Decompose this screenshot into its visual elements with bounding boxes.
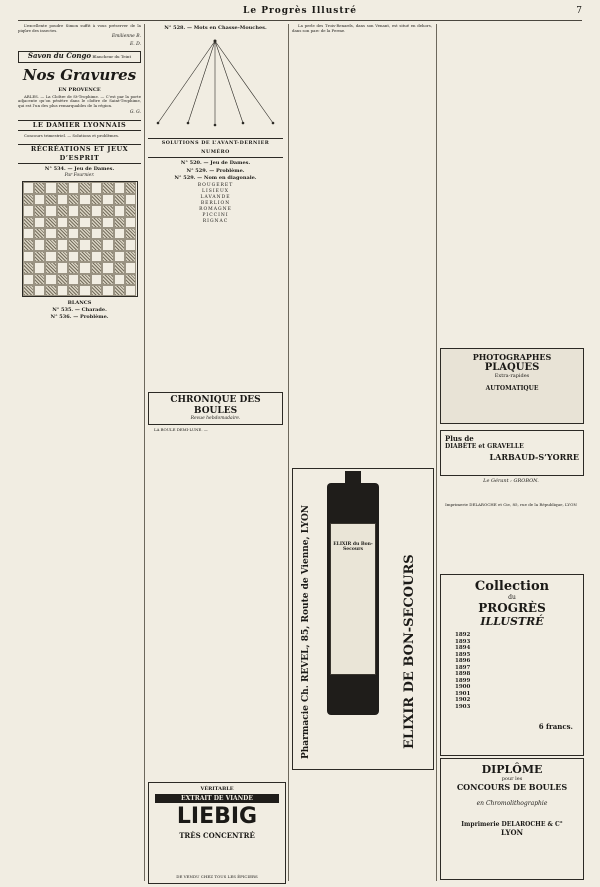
board-square [114,194,125,205]
board-square [57,239,68,250]
board-square [79,194,90,205]
board-square [68,182,79,193]
text-block [148,227,283,387]
board-square [125,239,136,250]
board-square [45,274,56,285]
board-square [34,217,45,228]
diab-line1: Plus de [445,434,474,443]
signature: E. D. [129,42,141,48]
newspaper-title: Le Progrès Illustré [243,6,357,16]
diplome-pour: pour les [501,776,523,782]
provence-text: ARLES. — La Cloître de St-Trophime. — C’est par la porte adjacente qu’on pénètre dans le cloître de Saint-Trophime, qui est l’un des plus remarquables de la région. [18,93,141,108]
chasse-mouches-diagram [148,33,283,133]
collection-year: 1897 [455,664,471,671]
page-number: 7 [576,6,582,16]
charade-title: N° 535. — Charade. [52,307,107,314]
recreations-heading: RÉCRÉATIONS ET JEUX D’ESPRIT [18,144,141,164]
solutions-heading: SOLUTIONS DE L’AVANT-DERNIER NUMÉRO [148,138,283,158]
board-square [114,205,125,216]
board-square [91,262,102,273]
board-square [68,251,79,262]
chronique-text: LA BOULE DEMI-LUNE. — [154,426,208,432]
column-divider [144,24,145,881]
board-square [79,251,90,262]
board-square [114,251,125,262]
collection-year: 1898 [455,671,471,677]
collection-year: 1892 [455,632,471,638]
collection-year: 1901 [455,690,471,697]
board-square [79,217,90,228]
board-square [34,251,45,262]
diagonale-word: LAVANDE [200,194,231,200]
board-square [102,228,113,239]
board-square [45,262,56,273]
diagonale-title: N° 529. — Nom en diagonale. [174,175,257,182]
board-square [23,194,34,205]
board-square [79,274,90,285]
liebig-veritable: VÉRITABLE [200,786,234,792]
board-square [91,194,102,205]
diagonale-words [148,183,283,225]
diplome-ad [440,758,584,880]
board-square [68,274,79,285]
liebig-ad [148,782,286,884]
board-square [57,182,68,193]
board-square [45,182,56,193]
elixir-pharmacy: Pharmacie Ch. REVEL, 85, Route de Vienne, LYON [301,504,311,759]
signature: G. G. [129,109,141,115]
extra-rapides: Extra-rapides [494,373,530,379]
board-square [23,205,34,216]
board-square [68,205,79,216]
board-square [114,182,125,193]
board-square [79,239,90,250]
diagonale-word: BOUGERET [197,182,234,188]
collection-year: 1900 [455,684,471,690]
checkerboard [22,181,138,297]
collection-year: 1902 [455,697,471,703]
board-square [91,217,102,228]
board-square [34,182,45,193]
diabete-ad [440,430,584,476]
collection-ad [440,574,584,756]
board-square [57,228,68,239]
diagonale-word: BERLION [200,200,231,206]
damier-text: Concours trimestriel. — Solutions et problèmes. [24,133,120,139]
board-square [45,217,56,228]
board-square [34,205,45,216]
board-square [45,251,56,262]
board-square [23,182,34,193]
diplome-concours: CONCOURS DE BOULES [456,782,568,792]
board-square [45,228,56,239]
board-square [91,239,102,250]
board-caption: BLANCS [67,300,92,307]
board-square [114,274,125,285]
board-square [91,285,102,296]
solutions-sub: N° 520. — Jeu de Dames. [180,159,251,166]
board-square [57,194,68,205]
collection-year: 1895 [455,651,471,658]
diab-line2: DIABÈTE et GRAVELLE [445,443,524,450]
diplome-lyon: LYON [501,828,523,837]
imprimerie: Imprimerie DELAROCHE et Cie, 85, rue de la République, LYON [445,502,577,507]
collection-year: 1899 [455,677,471,684]
chronique-title: CHRONIQUE DES BOULES [170,394,261,416]
board-square [91,274,102,285]
diplome-title: DIPLÔME [481,763,543,776]
photo-plaques-ad [440,348,584,424]
board-square [34,274,45,285]
gerant: Le Gérant : GROBON. [483,478,539,484]
board-square [79,228,90,239]
intro-text: L’excellente poudre Simon suffit à vous préserver de la piqûre des insectes. [18,24,141,33]
board-square [91,228,102,239]
famille-vertical-ad [300,480,424,770]
diagonale-word: LISIEUX [202,188,229,194]
diagonale-word: RIGNAC [202,218,229,224]
board-square [125,262,136,273]
board-square [68,262,79,273]
board-square [23,251,34,262]
photo-title: PHOTOGRAPHES [472,352,552,362]
collection-progres: PROGRÈS [478,601,546,615]
chronique-box [148,392,283,425]
mots-title: N° 528. — Mots en Chasse-Mouches. [164,25,267,31]
signature: Emilienne B. [111,34,141,40]
board-square [91,205,102,216]
board-square [114,217,125,228]
board-square [125,182,136,193]
board-square [102,285,113,296]
board-square [125,285,136,296]
board-square [45,194,56,205]
board-square [125,217,136,228]
column-1 [18,24,141,881]
savon-ad [18,51,141,63]
diagonale-word: ROMAGNE [199,206,232,212]
damier-heading: LE DAMIER LYONNAIS [18,120,141,131]
probleme-title: N° 536. — Problème. [50,314,109,321]
diplome-chromo: en Chromolithographie [476,800,548,807]
board-square [125,228,136,239]
board-square [68,285,79,296]
collection-year: 1893 [455,638,471,645]
probleme-title: N° 529. — Problème. [186,168,245,175]
board-square [23,217,34,228]
diagonale-word: PICCINI [202,212,229,218]
board-square [57,285,68,296]
jeu-author: Par Fournier. [64,172,95,178]
board-square [114,239,125,250]
board-square [102,217,113,228]
plaques-title: PLAQUES [484,362,540,373]
board-square [34,228,45,239]
board-square [23,285,34,296]
board-square [102,274,113,285]
jeu-title: N° 534. — Jeu de Dames. [44,166,115,173]
board-square [34,194,45,205]
board-square [79,182,90,193]
board-square [45,285,56,296]
column-text: La perle des Trois-Renards, dans son Venant, est situé en dehors, dans son parc de la Ferme. [292,24,432,33]
bottle-label-text: ELIXIR du Bon-Secours [333,542,373,552]
board-square [23,274,34,285]
board-square [34,262,45,273]
board-square [34,239,45,250]
famille-ad [440,490,582,570]
savon-sub: Blancheur du Teint [92,53,132,59]
liebig-note: DE VENDU CHEZ TOUS LES ÉPICIERS [176,874,258,879]
board-square [68,228,79,239]
board-square [68,239,79,250]
board-square [57,274,68,285]
column-divider [288,24,289,881]
collection-year: 1896 [455,658,471,664]
board-square [102,182,113,193]
board-square [102,239,113,250]
board-square [23,262,34,273]
board-square [79,262,90,273]
collection-du: du [508,594,516,601]
board-square [125,274,136,285]
section-subheading: EN PROVENCE [58,86,101,93]
board-square [79,285,90,296]
collection-year: 1894 [455,645,471,651]
board-square [45,239,56,250]
board-square [114,285,125,296]
board-square [57,251,68,262]
collection-year: 1903 [455,703,471,710]
collection-years [455,632,583,710]
diab-brand: LARBAUD-S’YORRE [489,452,579,462]
automatique: AUTOMATIQUE [485,385,539,392]
board-square [23,239,34,250]
board-square [102,262,113,273]
column-4 [440,24,582,344]
elixir-brand: ELIXIR DE BON-SECOURS [402,554,417,749]
gravures-heading: Nos Gravures [22,65,137,84]
savon-name: Savon du Congo [27,50,92,60]
board-square [125,194,136,205]
board-square [102,205,113,216]
board-square [57,205,68,216]
diplome-imprimerie: Imprimerie DELAROCHE & C° [461,821,563,828]
board-square [68,217,79,228]
column-2 [148,24,283,881]
column-3 [292,24,432,464]
liebig-name: LIEBIG [176,804,258,829]
liebig-extrait: EXTRAIT DE VIANDE [155,794,279,803]
board-square [57,262,68,273]
board-square [114,228,125,239]
collection-illustre: ILLUSTRÉ [480,615,544,628]
board-square [79,205,90,216]
board-square [102,194,113,205]
board-square [102,251,113,262]
board-square [57,217,68,228]
liebig-tag: TRÈS CONCENTRÉ [179,831,255,840]
board-square [91,182,102,193]
collection-price: 6 francs. [538,722,573,731]
board-square [68,194,79,205]
board-square [125,205,136,216]
page-header [18,6,582,21]
collection-title: Collection [474,579,550,594]
board-square [45,205,56,216]
chronique-sub: Revue hebdomadaire. [190,415,241,421]
board-square [91,251,102,262]
board-square [114,262,125,273]
board-square [125,251,136,262]
board-square [23,228,34,239]
column-divider [436,24,437,881]
board-square [34,285,45,296]
